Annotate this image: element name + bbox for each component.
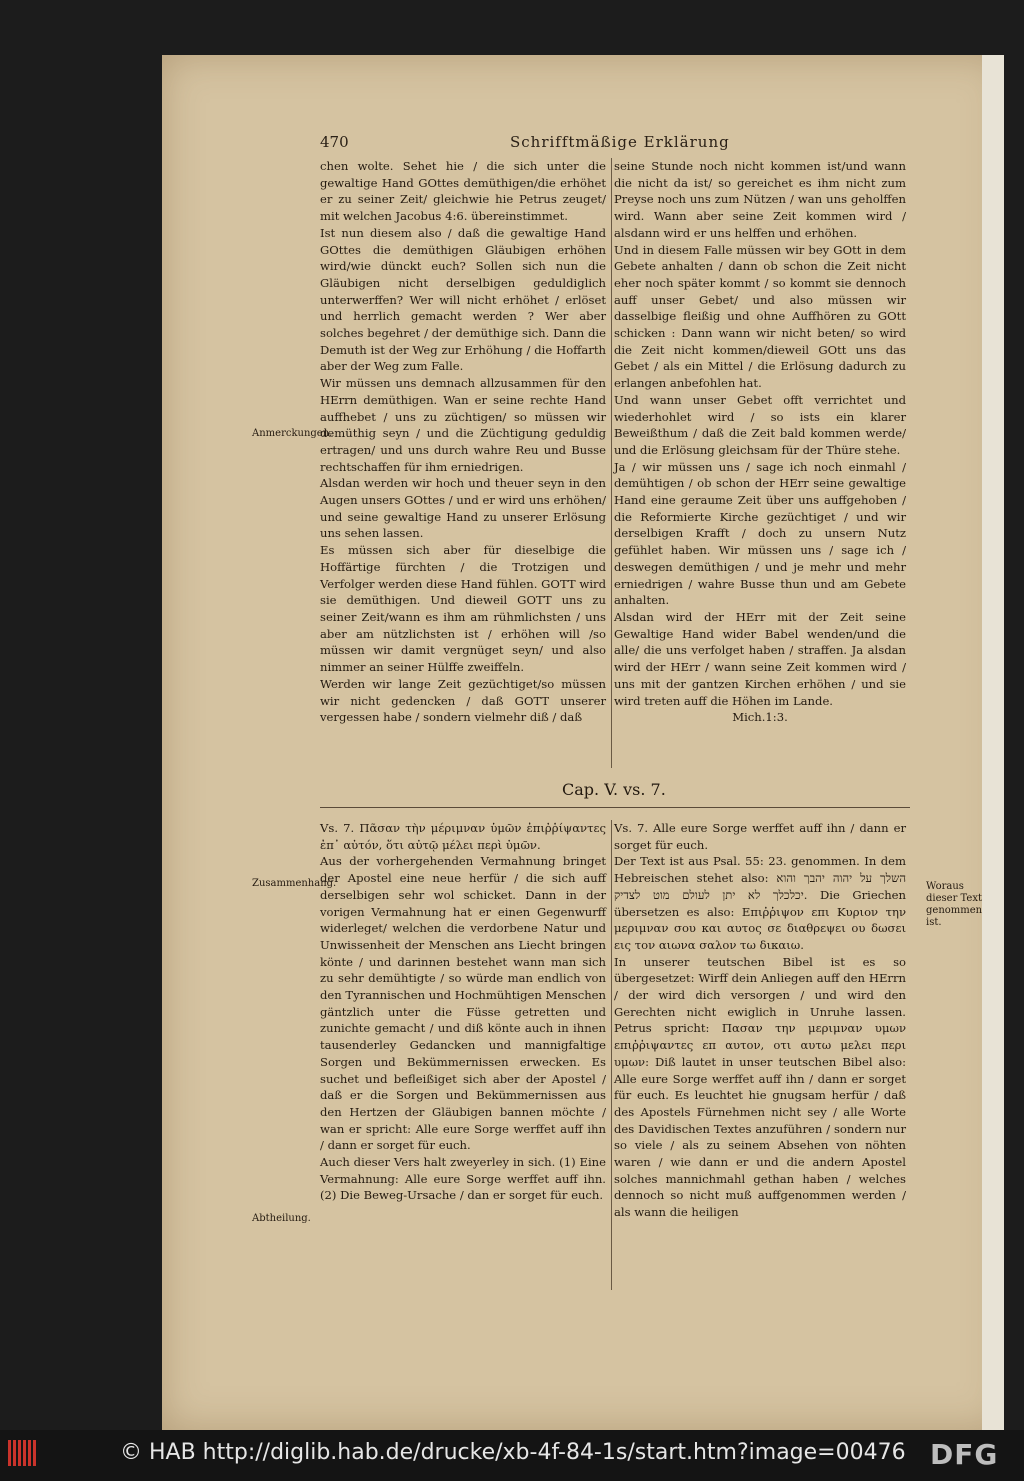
running-title: Schrifftmäßige Erklärung xyxy=(510,133,730,151)
german-verse: Vs. 7. Alle eure Sorge werffet auff ihn / dann er sorget für euch. xyxy=(614,821,906,852)
margin-note-woraus: Woraus dieser Text genommen ist. xyxy=(926,881,983,928)
divider-rule xyxy=(320,807,910,808)
viewer-footer xyxy=(0,1430,1024,1481)
hab-logo-icon xyxy=(8,1440,38,1470)
greek-verse: Vs. 7. Πᾶσαν τὴν μέριμναν ὑμῶν ἐπιῤῥίψαντες ἐπ᾽ αὐτόν, ὅτι αὐτῷ μέλει περὶ ὑμῶν. xyxy=(320,821,606,852)
paragraph: seine Stunde noch nicht kommen ist/und wann die nicht da ist/ so gereichet es ihm nicht zum Preyse noch uns zum Nützen / wan uns geholffen wird. Wann aber seine Zeit kommen wird / alsdann wird er uns helffen und erhöhen. xyxy=(614,159,906,240)
column-divider xyxy=(611,158,612,768)
column-right-bottom xyxy=(614,820,906,1221)
margin-note-zusammenhang: Zusammenhang. xyxy=(252,878,337,889)
paragraph: chen wolte. Sehet hie / die sich unter die gewaltige Hand GOttes demüthigen/die erhöhet er zu seiner Zeit/ gleichwie hie Petrus zeuget/ mit welchen Jacobus 4:6. übereinstimmet. xyxy=(320,159,606,224)
paragraph: Alsdan werden wir hoch und theuer seyn in den Augen unsers GOttes / und er wird uns erhöhen/ und seine gewaltige Hand zu unserer Erlösung uns sehen lassen. xyxy=(320,476,606,541)
paragraph: Ist nun diesem also / daß die gewaltige Hand GOttes die demüthigen Gläubigen erhöhen wird/wie dünckt euch? Sollen sich nun die Gläubigen nicht derselbigen geduldiglich unterwerffen? Wer will nicht erhöhet / erlöset und herrlich gemacht werden ? Wer aber solches begehret / der demüthige sich. Dann die Demuth ist der Weg zur Erhöhung / die Hoffarth aber der Weg zum Falle. xyxy=(320,225,606,374)
paragraph: Alsdan wird der HErr mit der Zeit seine Gewaltige Hand wider Babel wenden/und die alle/ die uns verfolget haben / straffen. Ja alsdan wird der HErr / wann seine Zeit kommen wird / uns mit der gantzen Kirchen erhöhen / und sie wird treten auff die Höhen im Lande. xyxy=(614,609,906,708)
paragraph: Und in diesem Falle müssen wir bey GOtt in dem Gebete anhalten / dann ob schon die Zeit nicht eher noch später kommt / so kommt sie dennoch auff unser Gebet/ und also müssen wir dasselbige fleißig und ohne Auffhören zu GOtt schicken : Dann wann wir nicht beten/ so wird die Zeit nicht kommen/dieweil GOtt uns das Gebet / als ein Mittel / die Erlösung dadurch zu erlangen anbefohlen hat. xyxy=(614,242,906,391)
dfg-logo: DFG xyxy=(930,1438,999,1471)
margin-note-abtheilung: Abtheilung. xyxy=(252,1213,311,1224)
column-right-top xyxy=(614,158,906,726)
bible-reference: Mich.1:3. xyxy=(732,710,788,725)
paragraph: Auch dieser Vers halt zweyerley in sich. (1) Eine Vermahnung: Alle eure Sorge werffet auff ihn. (2) Die Beweg-Ursache / dan er sorget für euch. xyxy=(320,1155,606,1203)
paragraph: Der Text ist aus Psal. 55: 23. genommen. In dem Hebreischen stehet also: השלך על יהוה יהבך והוא יכלכלך לא יתן לעולם מוט לצדיק. Die Griechen übersetzen es also: Επιῤῥιψον επι Κυριον την μεριμναν σου και αυτος σε διαθρεψει ου δωσει εις τον αιωνα σαλον τω δικαιω. xyxy=(614,854,906,952)
page-edge xyxy=(982,55,1004,1430)
copyright-link[interactable]: © HAB http://diglib.hab.de/drucke/xb-4f-84-1s/start.htm?image=00476 xyxy=(120,1440,906,1465)
chapter-heading: Cap. V. vs. 7. xyxy=(562,780,666,799)
paragraph: Wir müssen uns demnach allzusammen für den HErrn demüthigen. Wan er seine rechte Hand auffhebet / uns zu züchtigen/ so müssen wir demüthig seyn / und die Züchtigung geduldig ertragen/ und uns durch wahre Reu und Busse rechtschaffen für ihm erniedrigen. xyxy=(320,376,606,474)
paragraph: Ja / wir müssen uns / sage ich noch einmahl / demühtigen / ob schon der HErr seine gewaltige Hand eine geraume Zeit über uns auffgehoben / die Reformierte Kirche gezüchtiget / und wir derselbigen Krafft / doch zu unsern Nutz gefühlet haben. Wir müssen uns / sage ich / deswegen demüthigen / und je mehr und mehr erniedrigen / wahre Busse thun und am Gebete anhalten. xyxy=(614,459,906,608)
paragraph: Werden wir lange Zeit gezüchtiget/so müssen wir nicht gedencken / daß GOTT unserer vergessen habe / sondern vielmehr diß / daß xyxy=(320,676,606,725)
paragraph: Und wann unser Gebet offt verrichtet und wiederhohlet wird / so ists ein klarer Beweißthum / daß die Zeit bald kommen werde/ und die Erlösung gleichsam für der Thüre stehe. xyxy=(614,392,906,457)
column-left-bottom xyxy=(320,820,606,1204)
book-page xyxy=(162,55,1004,1430)
paragraph: Es müssen sich aber für dieselbige die Hoffärtige fürchten / die Trotzigen und Verfolger werden diese Hand fühlen. GOTT wird sie demüthigen. Und dieweil GOTT uns zu seiner Zeit/wann es ihm am rühmlichsten / uns aber am nützlichsten ist / erhöhen will /so müssen wir damit vergnüget seyn/ und also nimmer an seiner Hülffe zweiffeln. xyxy=(320,543,606,675)
paragraph: Aus der vorhergehenden Vermahnung bringet der Apostel eine neue herfür / die sich auff derselbigen sehr wol schicket. Dann in der vorigen Vermahnung hat er einen Gegenwurff widerleget/ welchen die verdorbene Natur und Unwissenheit der Menschen ans Liecht bringen könte / und darinnen bestehet wann man sich zu sehr demühtigte / so würde man endlich von den Tyrannischen und Hochmühtigen Menschen gäntzlich unter die Füsse getretten und zunichte gemacht / und diß könte auch in ihnen tausenderley Gedancken und mannigfaltige Sorgen und Bekümmernissen erwecken. Es suchet und befleißiget sich aber der Apostel / daß er die Sorgen und Bekümmernissen aus den Hertzen der Gläubigen bannen möchte / wan er spricht: Alle eure Sorge werffet auff ihn / dann er sorget für euch. xyxy=(320,854,606,1153)
page-number: 470 xyxy=(320,133,349,151)
column-divider xyxy=(611,820,612,1290)
margin-note-anmerckungen: Anmerckungen. xyxy=(252,428,333,439)
column-left-top xyxy=(320,158,606,726)
paragraph: In unserer teutschen Bibel ist es so übergesetzet: Wirff dein Anliegen auff den HErrn / der wird dich versorgen / und wird den Gerechten nicht ewiglich in Unruhe lassen. Petrus spricht: Πασαν την μεριμναν υμων επιῤῥιψαντες επ αυτον, οτι αυτω μελει περι υμων: Diß lautet in unser teutschen Bibel also: Alle eure Sorge werffet auff ihn / dann er sorget für euch. Es leuchtet hie gnugsam herfür / daß des Apostels Fürnehmen nicht sey / alle Worte des Davidischen Textes anzuführen / sondern nur so viele / als zu seinem Absehen von nöhten waren / wie dann er und die andern Apostel solches mannichmahl gethan haben / welches dennoch so nicht muß auffgenommen werden / als wann die heiligen xyxy=(614,954,906,1220)
